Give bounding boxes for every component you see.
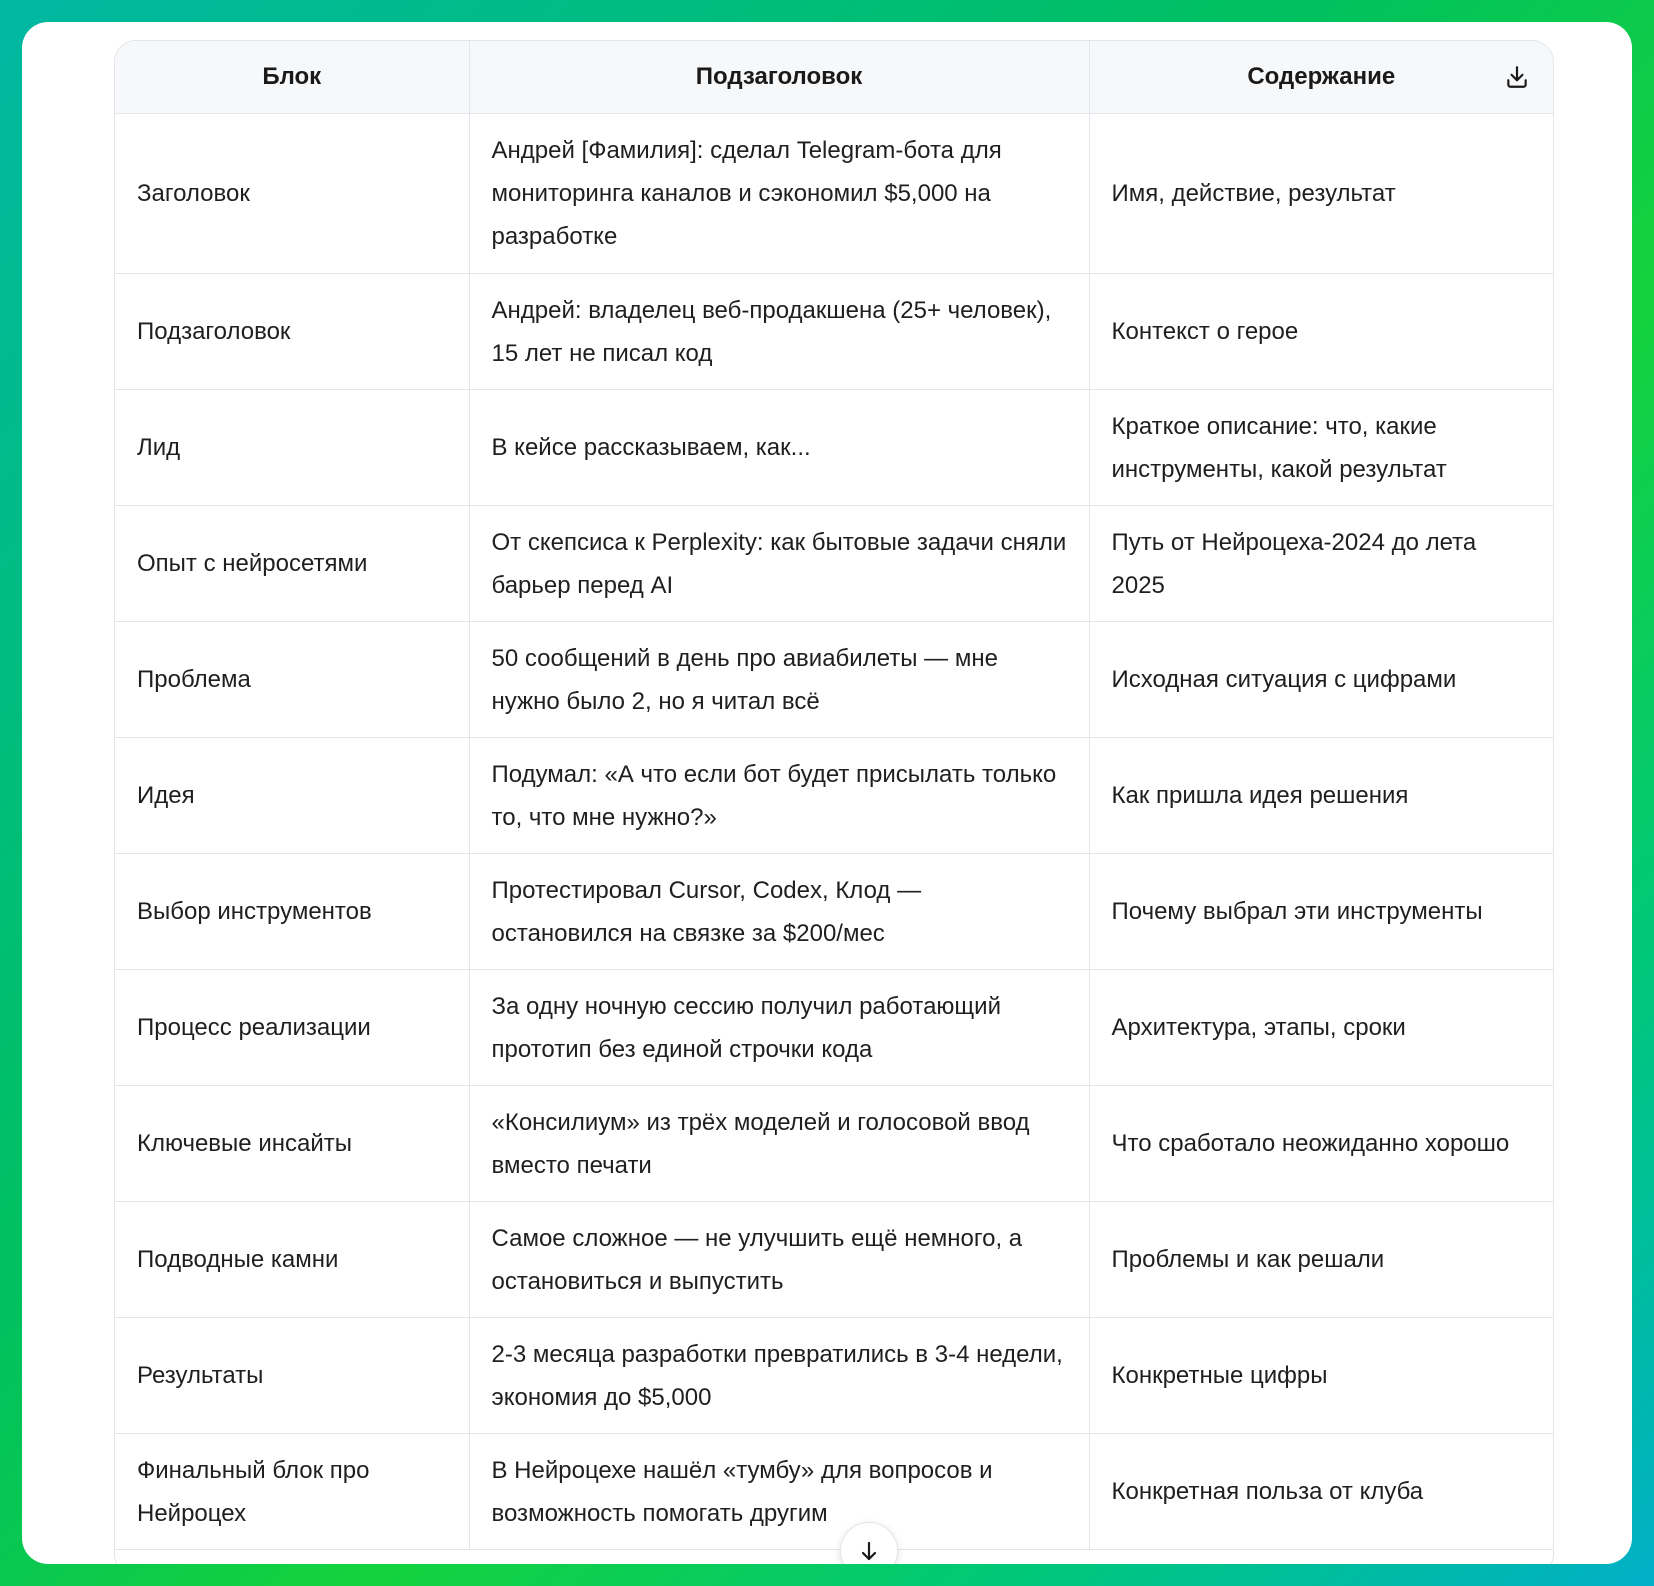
cell-content: Исходная ситуация с цифрами <box>1089 622 1553 738</box>
chat-card <box>22 22 1632 1564</box>
cell-block: Финальный блок про Нейроцех <box>115 1434 469 1550</box>
cell-block: Проблема <box>115 622 469 738</box>
cell-subtitle: От скепсиса к Perplexity: как бытовые задачи сняли барьер перед AI <box>469 506 1089 622</box>
table-row <box>115 390 1553 506</box>
header-subtitle: Подзаголовок <box>469 41 1089 114</box>
table-header-row <box>115 41 1553 114</box>
cell-content: Как пришла идея решения <box>1089 738 1553 854</box>
cell-content: Краткое описание: что, какие инструменты, какой результат <box>1089 390 1553 506</box>
table-row <box>115 274 1553 390</box>
cell-block: Процесс реализации <box>115 970 469 1086</box>
cell-content: Проблемы и как решали <box>1089 1202 1553 1318</box>
table-row <box>115 622 1553 738</box>
cell-subtitle: Андрей: владелец веб-продакшена (25+ человек), 15 лет не писал код <box>469 274 1089 390</box>
cell-block: Опыт с нейросетями <box>115 506 469 622</box>
cell-block: Подводные камни <box>115 1202 469 1318</box>
table-row <box>115 114 1553 274</box>
cell-subtitle: 2-3 месяца разработки превратились в 3-4 недели, экономия до $5,000 <box>469 1318 1089 1434</box>
table-row <box>115 506 1553 622</box>
cell-block: Выбор инструментов <box>115 854 469 970</box>
cell-block: Лид <box>115 390 469 506</box>
header-content-label: Содержание <box>1247 63 1396 90</box>
cell-subtitle: 50 сообщений в день про авиабилеты — мне нужно было 2, но я читал всё <box>469 622 1089 738</box>
cell-subtitle: Подумал: «А что если бот будет присылать только то, что мне нужно?» <box>469 738 1089 854</box>
cell-block: Ключевые инсайты <box>115 1086 469 1202</box>
cell-content: Путь от Нейроцеха-2024 до лета 2025 <box>1089 506 1553 622</box>
download-icon <box>1504 64 1530 90</box>
cell-block: Идея <box>115 738 469 854</box>
cell-content: Контекст о герое <box>1089 274 1553 390</box>
content-table <box>115 41 1553 1550</box>
download-button[interactable] <box>1501 61 1533 93</box>
cell-subtitle: Протестировал Cursor, Codex, Клод — остановился на связке за $200/мес <box>469 854 1089 970</box>
cell-content: Почему выбрал эти инструменты <box>1089 854 1553 970</box>
table-row <box>115 738 1553 854</box>
table-row <box>115 1434 1553 1550</box>
cell-content: Архитектура, этапы, сроки <box>1089 970 1553 1086</box>
table-body <box>115 114 1553 1550</box>
cell-subtitle: «Консилиум» из трёх моделей и голосовой ввод вместо печати <box>469 1086 1089 1202</box>
header-block: Блок <box>115 41 469 114</box>
table-row <box>115 854 1553 970</box>
arrow-down-icon <box>857 1539 881 1563</box>
table-row <box>115 970 1553 1086</box>
table-row <box>115 1318 1553 1434</box>
cell-content: Имя, действие, результат <box>1089 114 1553 274</box>
header-content <box>1089 41 1553 114</box>
table-row <box>115 1202 1553 1318</box>
cell-subtitle: Андрей [Фамилия]: сделал Telegram-бота для мониторинга каналов и сэкономил $5,000 на разработке <box>469 114 1089 274</box>
cell-subtitle: В Нейроцехе нашёл «тумбу» для вопросов и возможность помогать другим <box>469 1434 1089 1550</box>
cell-block: Результаты <box>115 1318 469 1434</box>
cell-content: Конкретные цифры <box>1089 1318 1553 1434</box>
cell-content: Конкретная польза от клуба <box>1089 1434 1553 1550</box>
cell-block: Подзаголовок <box>115 274 469 390</box>
cell-content: Что сработало неожиданно хорошо <box>1089 1086 1553 1202</box>
table-row <box>115 1086 1553 1202</box>
cell-block: Заголовок <box>115 114 469 274</box>
cell-subtitle: Самое сложное — не улучшить ещё немного, а остановиться и выпустить <box>469 1202 1089 1318</box>
cell-subtitle: В кейсе рассказываем, как... <box>469 390 1089 506</box>
table-container <box>114 40 1554 1564</box>
cell-subtitle: За одну ночную сессию получил работающий прототип без единой строчки кода <box>469 970 1089 1086</box>
